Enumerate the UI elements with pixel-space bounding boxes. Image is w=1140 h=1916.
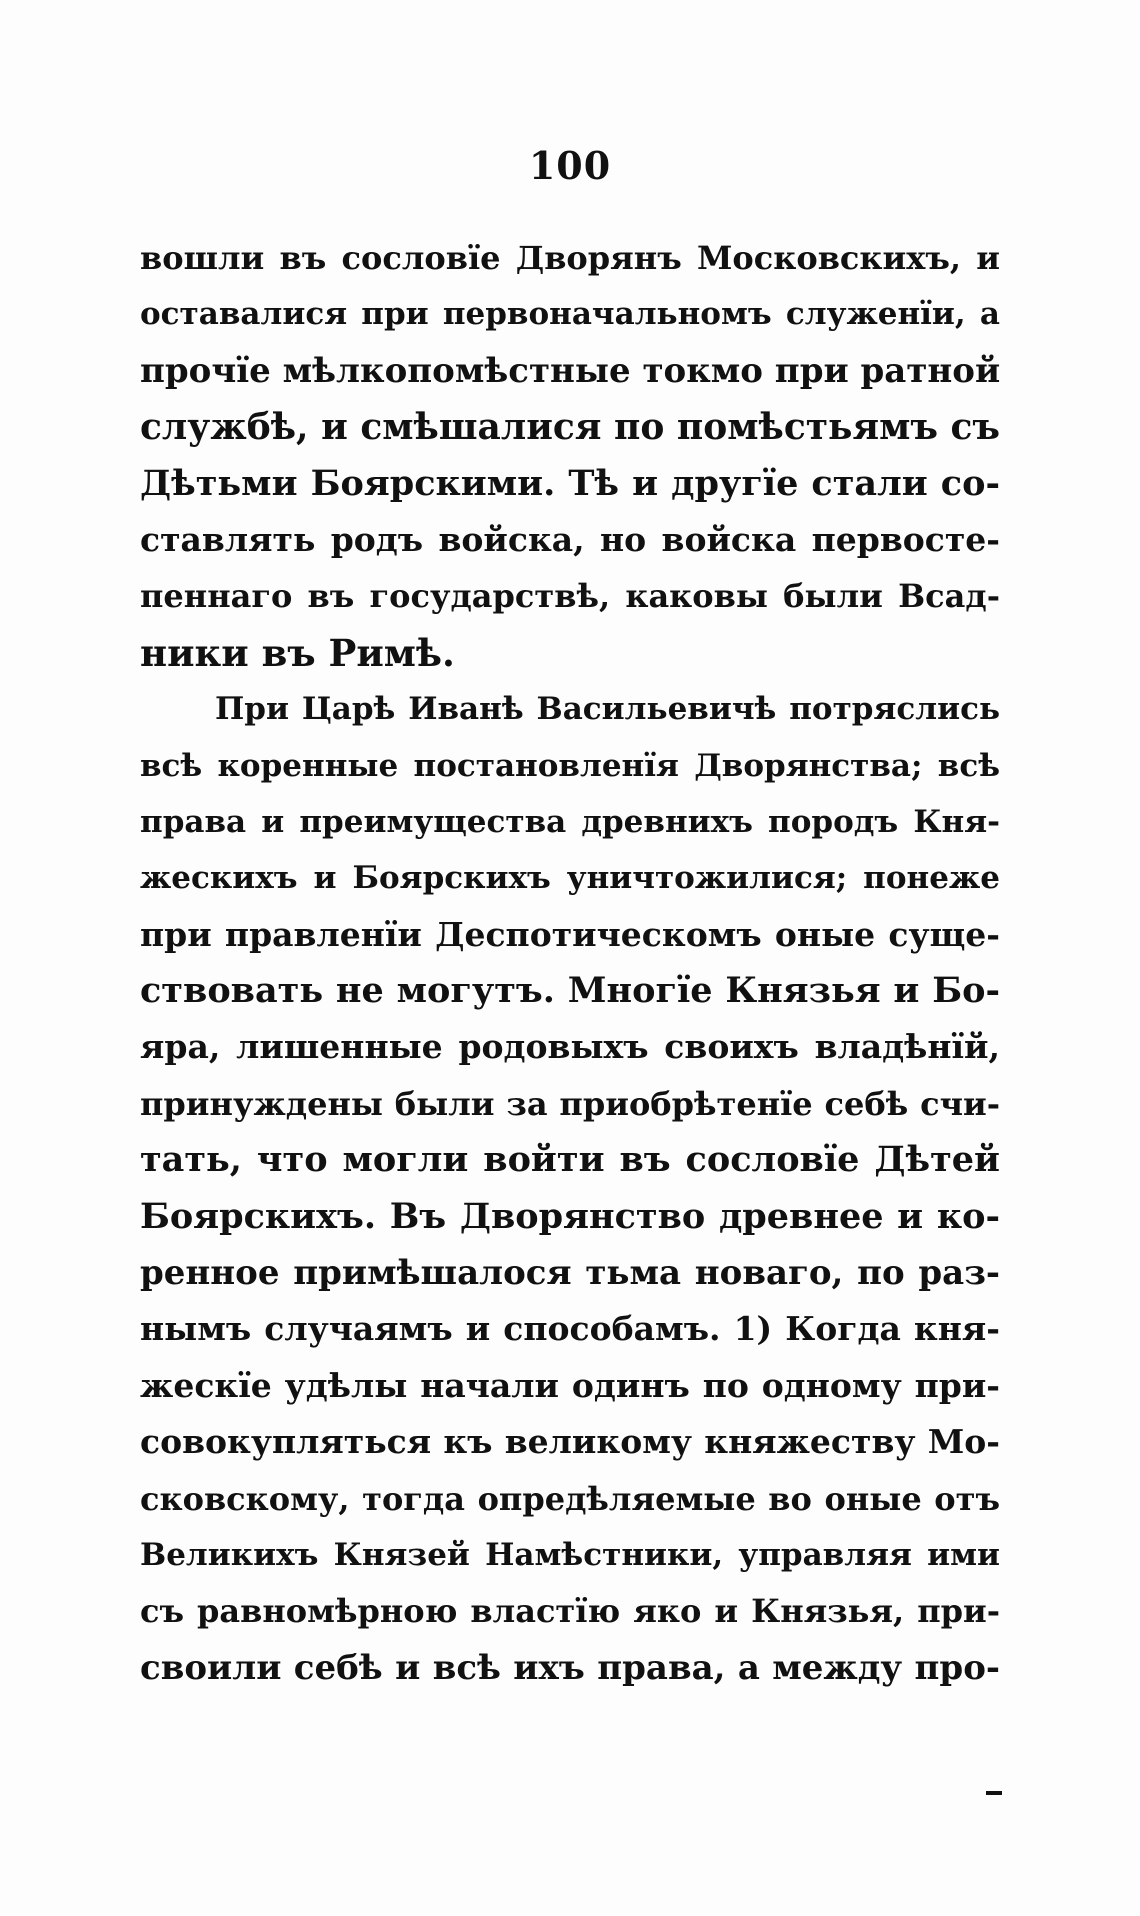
text-line: оставалися при первоначальномъ служенїи, а bbox=[140, 296, 1000, 333]
text-line: ренное примѣшалося тьма новаго, по раз- bbox=[140, 1253, 1000, 1294]
text-line: совокупляться къ великому княжеству Мо- bbox=[140, 1422, 1000, 1462]
text-line: права и преимущества древнихъ породъ Кня- bbox=[140, 803, 1000, 840]
text-line: принуждены были за приобрѣтенїе себѣ счи- bbox=[140, 1084, 1000, 1123]
text-line: при правленїи Деспотическомъ оные суще- bbox=[140, 914, 1000, 954]
text-line: съ равномѣрною властїю яко и Князья, при- bbox=[140, 1592, 1000, 1631]
text-line: вошли въ сословїе Дворянъ Московскихъ, и bbox=[140, 239, 1000, 277]
catchword-mark bbox=[986, 1791, 1002, 1795]
text-line: всѣ коренные постановленїя Дворянства; всѣ bbox=[140, 747, 1000, 784]
text-line: жескихъ и Боярскихъ уничтожилися; понеже bbox=[140, 860, 1000, 897]
text-line: Великихъ Князей Намѣстники, управляя ими bbox=[140, 1536, 1000, 1573]
text-line: своили себѣ и всѣ ихъ права, а между про- bbox=[140, 1647, 1000, 1688]
text-line: Дѣтьми Боярскими. Тѣ и другїе стали со- bbox=[140, 462, 1000, 504]
page-number: 100 bbox=[528, 143, 612, 188]
text-line: службѣ, и смѣшалися по помѣстьямъ съ bbox=[140, 406, 1000, 449]
text-line: пеннаго въ государствѣ, каковы были Всад- bbox=[140, 577, 1000, 616]
text-line: ствовать не могутъ. Многїе Князья и Бо- bbox=[140, 970, 1000, 1012]
text-line: прочїе мѣлкопомѣстные токмо при ратной bbox=[140, 350, 1000, 391]
text-line: нымъ случаямъ и способамъ. 1) Когда кня- bbox=[140, 1309, 1000, 1349]
text-line: ники въ Римѣ. bbox=[140, 630, 455, 675]
text-line: жескїе удѣлы начали одинъ по одному при- bbox=[140, 1365, 1000, 1405]
text-line: яра, лишенные родовыхъ своихъ владѣнїй, bbox=[140, 1027, 1000, 1067]
text-line: тать, что могли войти въ сословїе Дѣтей bbox=[140, 1139, 1000, 1181]
text-line: Боярскихъ. Въ Дворянство древнее и ко- bbox=[140, 1195, 1000, 1237]
text-line: При Царѣ Иванѣ Васильевичѣ потряслись bbox=[215, 691, 1000, 728]
text-line: ставлять родъ войска, но войска первосте- bbox=[140, 519, 1000, 559]
body-text bbox=[140, 230, 1000, 1696]
text-line: сковскому, тогда опредѣляемые во оные отъ bbox=[140, 1479, 1000, 1518]
